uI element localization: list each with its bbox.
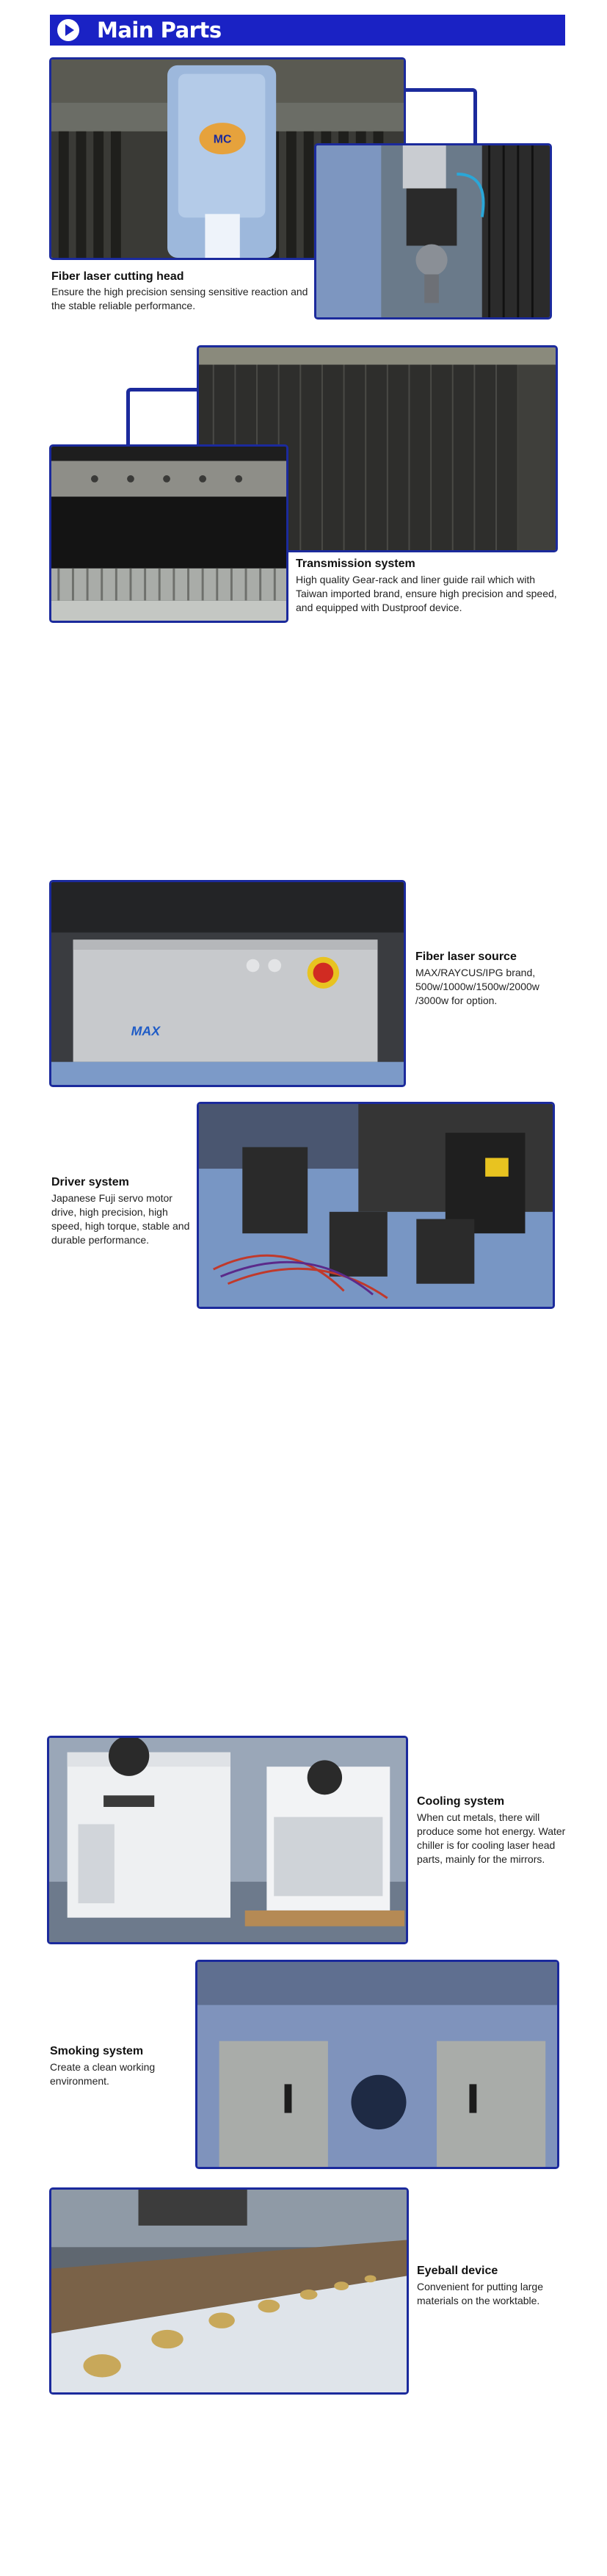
smoking-description: Create a clean working environment.: [50, 2061, 156, 2087]
connector-line: [126, 388, 203, 450]
cooling-description: When cut metals, there will produce some hot energy. Water chiller is for cooling laser head parts, mainly for the mirrors.: [417, 1811, 566, 1865]
fiber-laser-source-photo: [49, 880, 406, 1087]
eyeball-description: Convenient for putting large materials on the worktable.: [417, 2281, 543, 2306]
transmission-title: Transmission system: [296, 558, 415, 570]
connector-line: [400, 88, 477, 147]
smoking-title: Smoking system: [50, 2045, 144, 2057]
driver-description: Japanese Fuji servo motor drive, high precision, high speed, high torque, stable and durable performance.: [51, 1192, 190, 1246]
eyeball-title: Eyeball device: [417, 2265, 498, 2277]
laser-source-title: Fiber laser source: [415, 950, 517, 963]
cutting-head-title: Fiber laser cutting head: [51, 270, 184, 283]
cooling-title: Cooling system: [417, 1795, 505, 1808]
water-chiller-photo: [47, 1736, 408, 1944]
svg-text:MAX: MAX: [131, 1023, 161, 1039]
laser-source-description: MAX/RAYCUS/IPG brand, 500w/1000w/1500w/2000w /3000w for option.: [415, 967, 539, 1006]
gear-rack-photo: [49, 444, 288, 623]
eyeball-device-photo: [49, 2187, 409, 2395]
laser-head-closeup-photo: [314, 143, 552, 320]
play-circle-icon: [56, 18, 81, 43]
smoking-system-photo: [195, 1960, 559, 2169]
cutting-head-description: Ensure the high precision sensing sensitive reaction and the stable reliable performance.: [51, 286, 308, 311]
driver-title: Driver system: [51, 1176, 129, 1188]
driver-system-photo: [197, 1102, 555, 1309]
page-title: Main Parts: [97, 18, 222, 43]
transmission-description: High quality Gear-rack and liner guide rail which with Taiwan imported brand, ensure high precision and speed, and equipped with Dustproof device.: [296, 574, 557, 613]
svg-text:MC: MC: [213, 133, 232, 146]
